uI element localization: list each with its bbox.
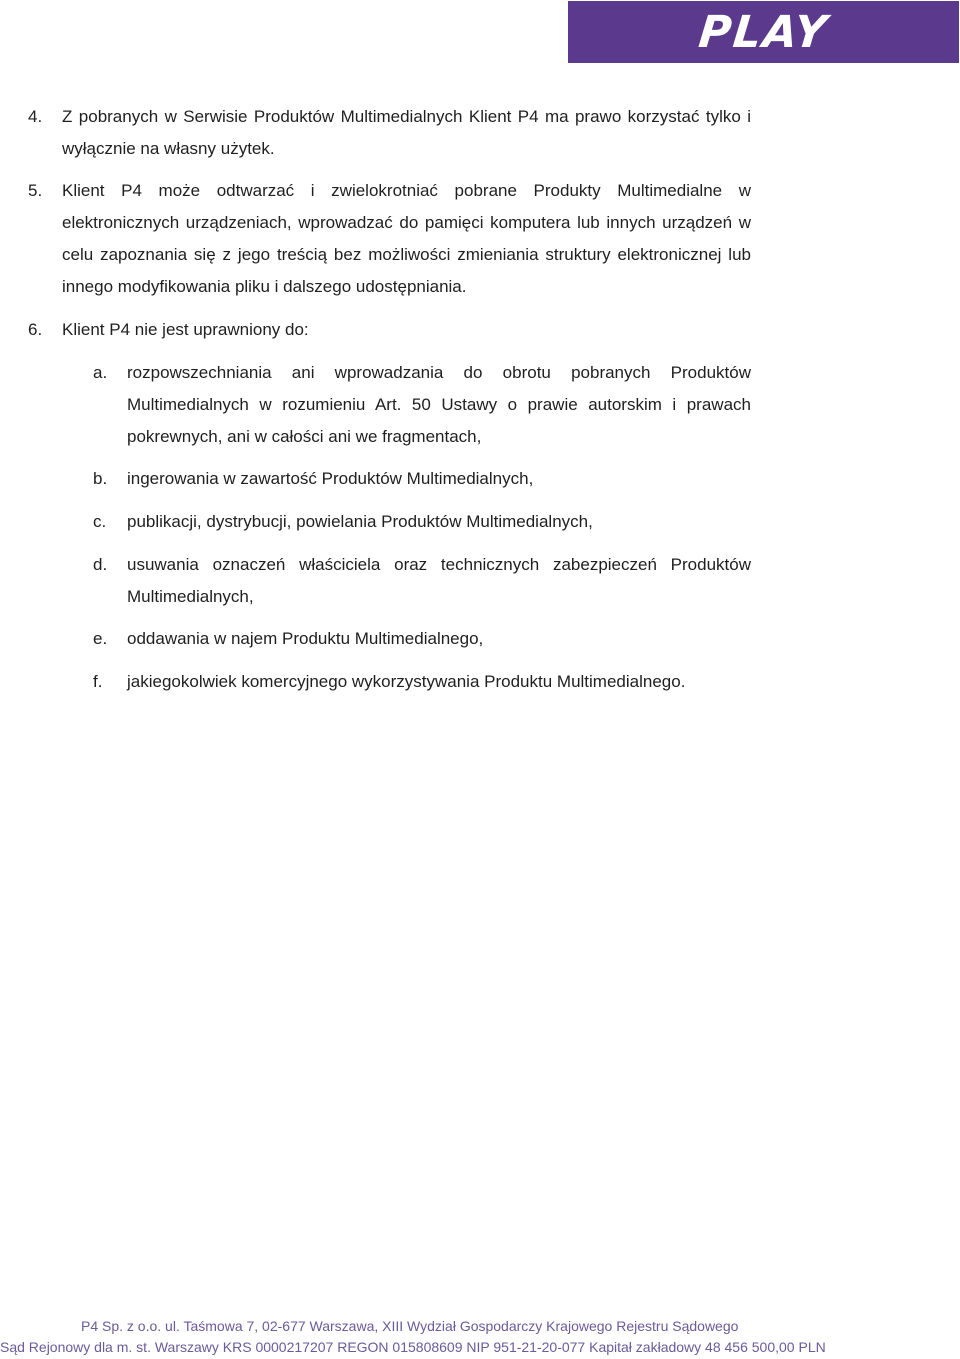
item-number: 4.	[28, 107, 43, 126]
item-text: Klient P4 nie jest uprawniony do:	[62, 320, 309, 339]
subitem-text: usuwania oznaczeń właściciela oraz technicznych zabezpieczeń Produktów Multimedialnych,	[127, 555, 751, 606]
logo-text: PLAY	[696, 6, 831, 58]
item-text: Klient P4 może odtwarzać i zwielokrotniać pobrane Produkty Multimedialne w elektronicznych urządzeniach, wprowadzać do pamięci komputera lub innych urządzeń w celu zapoznania się z jego treścią bez możliwości zmieniania struktury elektronicznej lub innego modyfikowania pliku i dalszego udostępniania.	[62, 181, 751, 296]
subitem-letter: a.	[93, 363, 108, 382]
play-logo	[568, 1, 959, 63]
item-text: Z pobranych w Serwisie Produktów Multimedialnych Klient P4 ma prawo korzystać tylko i wyłącznie na własny użytek.	[62, 107, 751, 158]
subitem-text: publikacji, dystrybucji, powielania Produktów Multimedialnych,	[127, 512, 593, 531]
subitem-letter: c.	[93, 512, 107, 531]
subitem-letter: e.	[93, 629, 108, 648]
item-number: 6.	[28, 320, 43, 339]
subitem-text: jakiegokolwiek komercyjnego wykorzystywania Produktu Multimedialnego.	[127, 672, 686, 691]
subitem-text: oddawania w najem Produktu Multimedialnego,	[127, 629, 484, 648]
subitem-letter: d.	[93, 555, 108, 574]
footer-company-line: P4 Sp. z o.o. ul. Taśmowa 7, 02-677 Warszawa, XIII Wydział Gospodarczy Krajowego Rejestru Sądowego	[81, 1318, 739, 1334]
subitem-letter: b.	[93, 469, 108, 488]
subitem-text: ingerowania w zawartość Produktów Multimedialnych,	[127, 469, 534, 488]
subitem-text: rozpowszechniania ani wprowadzania do obrotu pobranych Produktów Multimedialnych w rozumieniu Art. 50 Ustawy o prawie autorskim i prawach pokrewnych, ani w całości ani we fragmentach,	[127, 363, 751, 446]
subitem-letter: f.	[93, 672, 103, 691]
footer-registry-line: Sąd Rejonowy dla m. st. Warszawy KRS 0000217207 REGON 015808609 NIP 951-21-20-077 Kapitał zakładowy 48 456 500,00 PLN	[0, 1339, 826, 1355]
item-number: 5.	[28, 181, 43, 200]
